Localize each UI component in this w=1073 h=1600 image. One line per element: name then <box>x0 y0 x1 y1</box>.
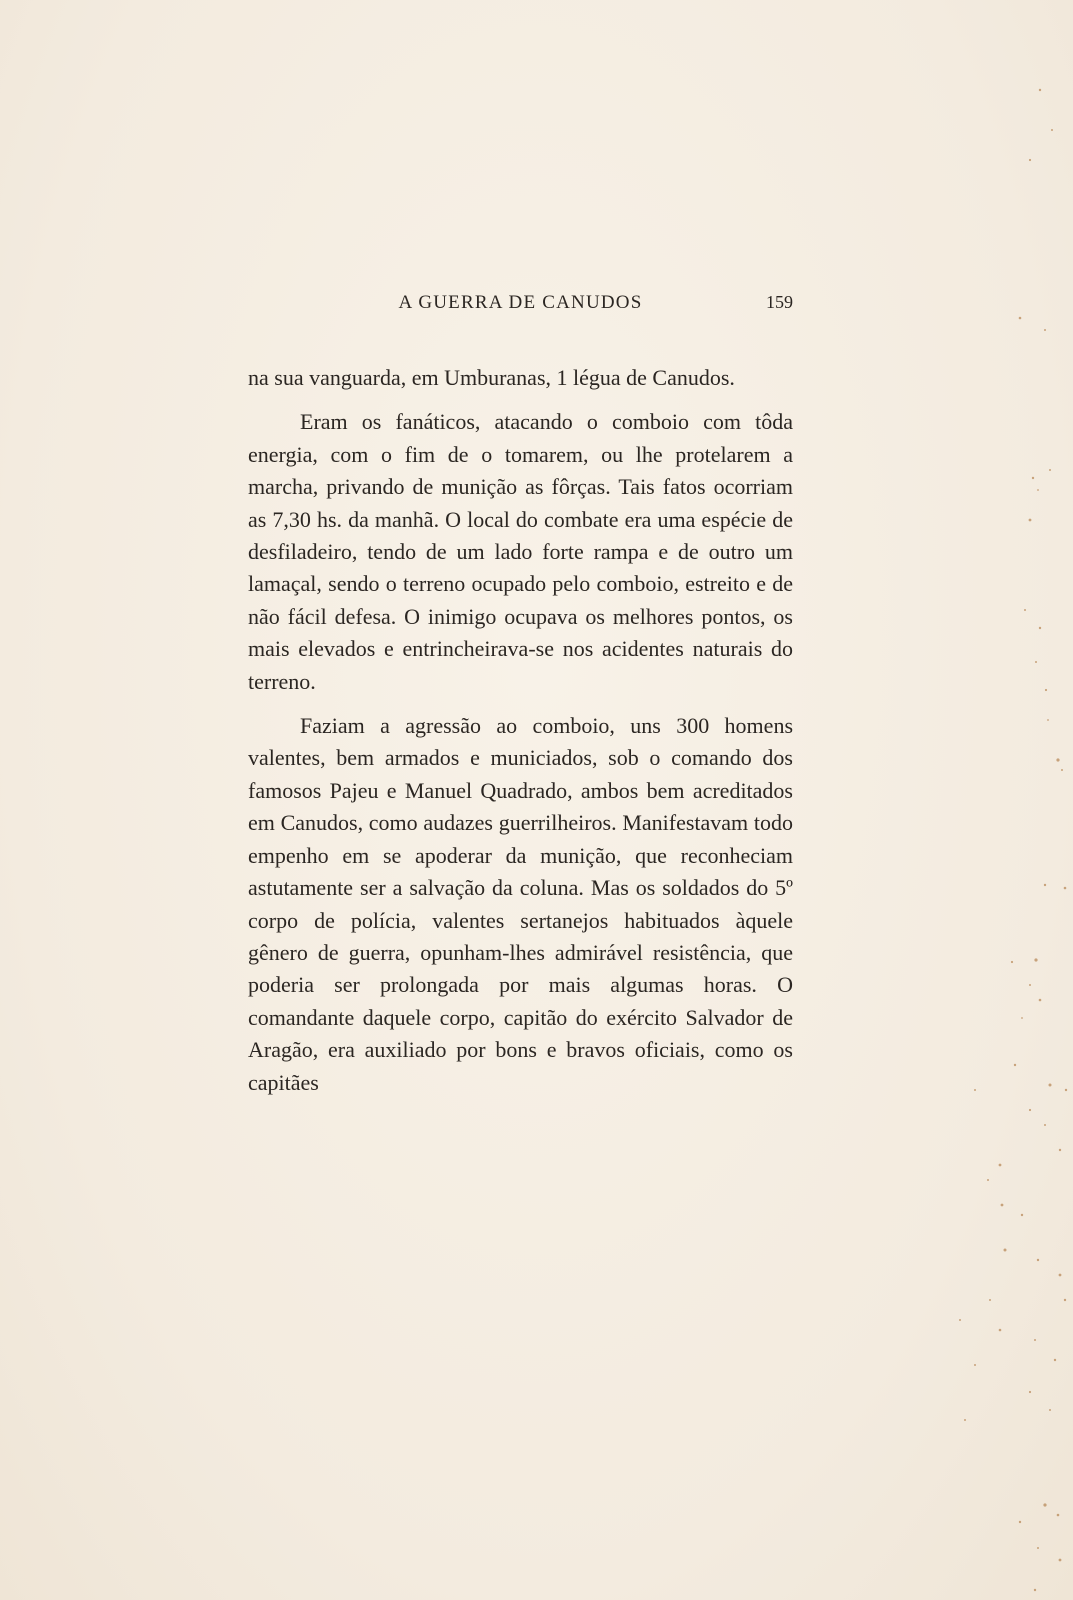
body-text <box>248 362 793 1111</box>
paragraph: Faziam a agressão ao comboio, uns 300 homens valentes, bem armados e municiados, sob o comando dos famosos Pajeu e Manuel Quadrado, ambos bem acreditados em Canudos, como audazes guerrilheiros. Manifestavam todo empenho em se apoderar da munição, que reconheciam astutamente ser a salvação da coluna. Mas os soldados do 5º corpo de polícia, valentes sertanejos habituados àquele gênero de guerra, opunham-lhes admirável resistência, que poderia ser prolongada por mais algumas horas. O comandante daquele corpo, capitão do exército Salvador de Aragão, era auxiliado por bons e bravos oficiais, como os capitães <box>248 713 793 1095</box>
running-title: A GUERRA DE CANUDOS <box>398 292 643 313</box>
running-head <box>248 292 793 316</box>
paragraph-continuation: na sua vanguarda, em Umburanas, 1 légua de Canudos. <box>248 365 735 390</box>
page-number: 159 <box>766 292 793 312</box>
paragraph: Eram os fanáticos, atacando o comboio com tôda energia, com o fim de o tomarem, ou lhe protelarem a marcha, privando de munição as fôrças. Tais fatos ocorriam as 7,30 hs. da manhã. O local do combate era uma espécie de desfiladeiro, tendo de um lado forte rampa e de outro um lamaçal, sendo o terreno ocupado pelo comboio, estreito e de não fácil defesa. O inimigo ocupava os melhores pontos, os mais elevados e entrincheirava-se nos acidentes naturais do terreno. <box>248 409 793 694</box>
